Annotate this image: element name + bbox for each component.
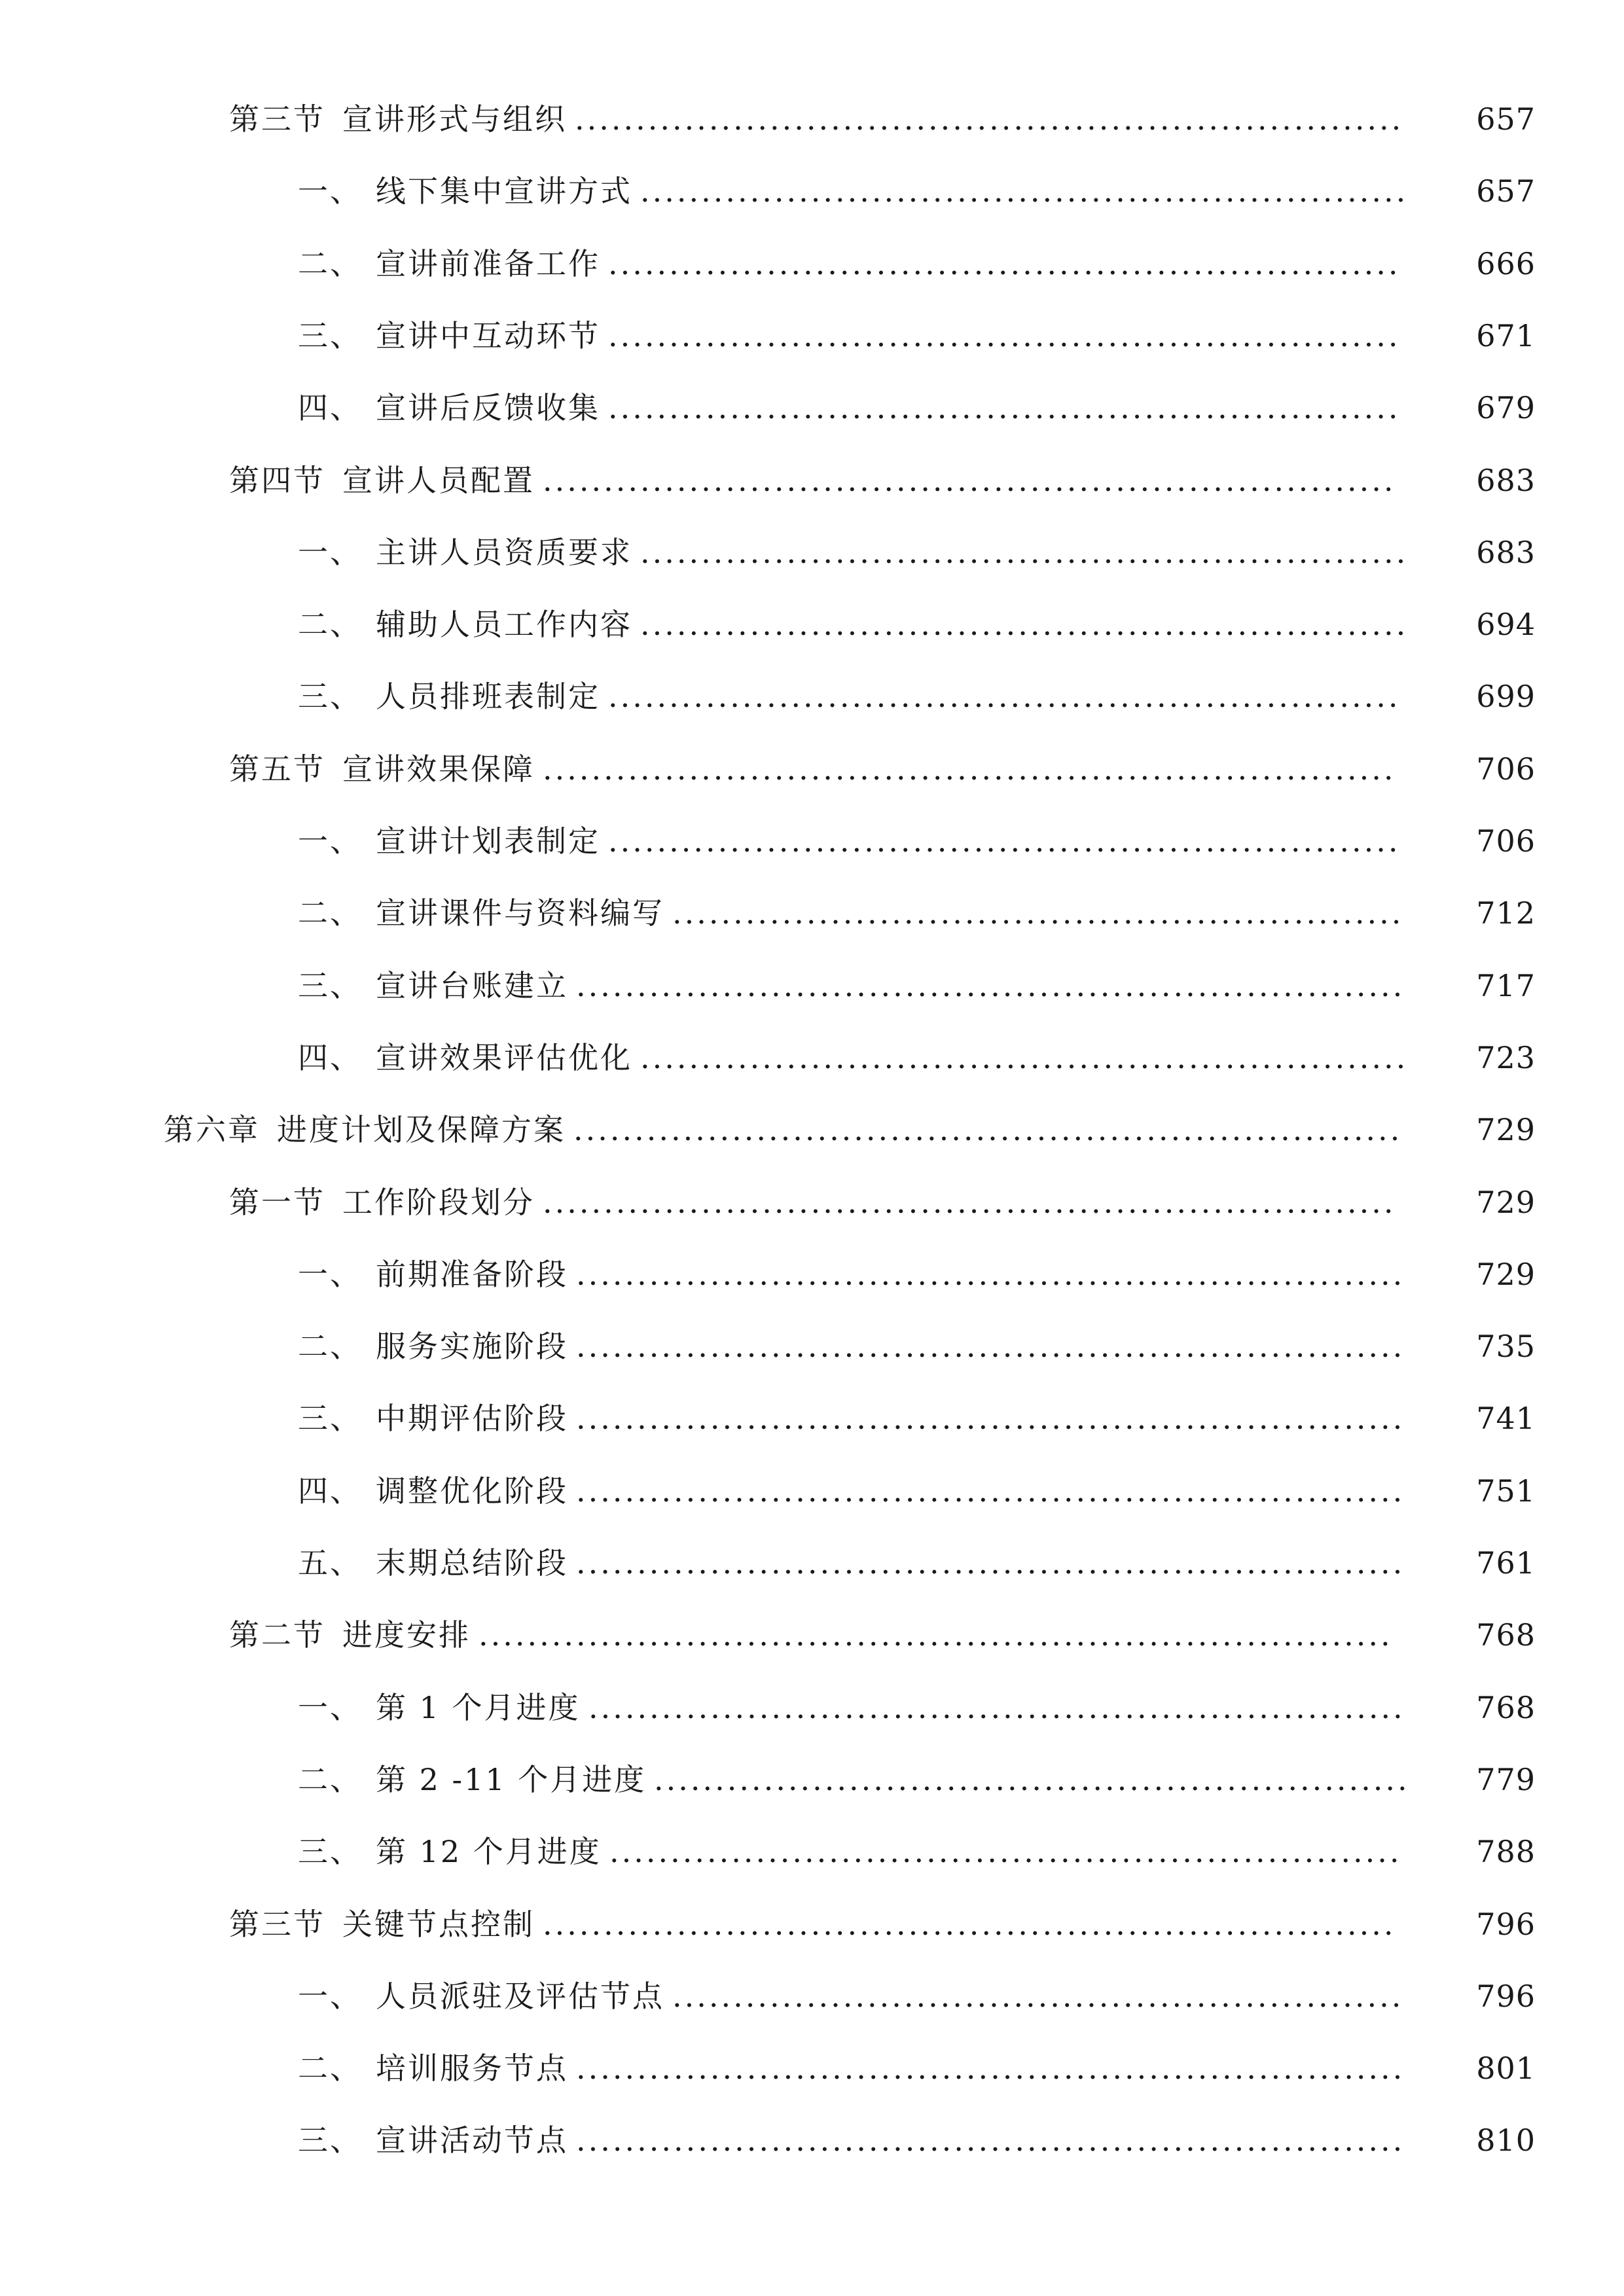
toc-entry[interactable] [0,815,1624,867]
toc-entry[interactable] [0,1248,1624,1300]
toc-page-number: 796 [1476,1978,1536,2014]
toc-dot-leader: ...................................................................... [543,1184,1396,1220]
toc-entry-number: 第四节 [229,462,325,498]
toc-entry[interactable] [0,1176,1624,1229]
toc-entry-title: 主讲人员资质要求 [376,534,632,570]
toc-entry-title: 工作阶段划分 [342,1184,535,1220]
toc-dot-leader: ................................................................. [609,1834,1402,1870]
toc-entry-number: 三、 [298,967,362,1003]
toc-page-number: 706 [1476,751,1536,787]
toc-entry-number: 三、 [298,679,362,715]
toc-dot-leader: ...................................................................... [543,751,1396,787]
toc-entry-number: 三、 [298,317,362,353]
toc-dot-leader: .................................................................... [576,2051,1405,2087]
toc-dot-leader: .................................................................... [576,2123,1405,2159]
toc-page-number: 768 [1476,1689,1536,1725]
toc-page-number: 796 [1476,1906,1536,1942]
toc-entry-title: 宣讲效果评估优化 [376,1039,632,1075]
toc-entry-title: 第 2 -11 个月进度 [376,1761,647,1797]
toc-entry-number: 第三节 [229,1906,325,1942]
toc-dot-leader: ................................................................. [608,245,1401,281]
toc-dot-leader: ...................................................................... [543,1906,1396,1942]
toc-entry-number: 一、 [298,1978,362,2014]
toc-page-number: 788 [1476,1834,1536,1870]
toc-entry-title: 宣讲活动节点 [376,2123,568,2159]
toc-dot-leader: ................................................................. [608,679,1401,715]
toc-entry-title: 辅助人员工作内容 [376,607,632,643]
toc-page-number: 706 [1476,823,1536,859]
toc-page-number: 729 [1476,1112,1536,1148]
toc-entry-number: 第一节 [229,1184,325,1220]
toc-entry-title: 第 1 个月进度 [376,1689,581,1725]
toc-entry-title: 人员派驻及评估节点 [376,1978,664,2014]
toc-page-number: 723 [1476,1039,1536,1075]
toc-entry[interactable] [0,1465,1624,1517]
toc-entry[interactable] [0,1537,1624,1589]
toc-entry-title: 人员排班表制定 [376,679,600,715]
toc-page-number: 729 [1476,1256,1536,1292]
toc-page-number: 657 [1476,101,1536,137]
toc-page-number: 657 [1476,173,1536,209]
toc-entry-title: 宣讲人员配置 [342,462,535,498]
toc-dot-leader: ............................................................ [672,1978,1404,2014]
toc-entry[interactable] [0,1825,1624,1878]
toc-dot-leader: .................................................................... [576,1473,1405,1509]
toc-dot-leader: ................................................................. [608,390,1401,426]
toc-entry-number: 二、 [298,895,362,931]
toc-dot-leader: .................................................................... [576,1401,1405,1437]
toc-dot-leader: ............................................................... [640,173,1409,209]
toc-entry-title: 关键节点控制 [342,1906,535,1942]
toc-entry-title: 线下集中宣讲方式 [376,173,632,209]
toc-dot-leader: .................................................................... [576,1256,1405,1292]
toc-entry-number: 第二节 [229,1617,325,1653]
toc-entry-number: 一、 [298,1256,362,1292]
toc-page-number: 761 [1476,1545,1536,1581]
toc-entry-number: 三、 [298,1401,362,1437]
toc-dot-leader: .................................................................... [575,101,1404,137]
toc-entry-title: 宣讲后反馈收集 [376,390,600,426]
toc-entry[interactable] [0,238,1624,290]
toc-entry-number: 四、 [298,1473,362,1509]
toc-entry-title: 宣讲中互动环节 [376,317,600,353]
toc-entry-number: 第三节 [229,101,325,137]
toc-page-number: 801 [1476,2051,1536,2087]
toc-entry-title: 进度计划及保障方案 [277,1112,566,1148]
toc-entry-number: 三、 [298,2123,362,2159]
toc-entry-number: 二、 [298,1761,362,1797]
toc-page-number: 735 [1476,1329,1536,1365]
toc-entry-title: 前期准备阶段 [376,1256,568,1292]
toc-page-number: 679 [1476,390,1536,426]
toc-entry-number: 二、 [298,607,362,643]
toc-entry[interactable] [0,1031,1624,1084]
toc-entry[interactable] [0,1681,1624,1734]
toc-entry-title: 中期评估阶段 [376,1401,568,1437]
toc-entry-number: 二、 [298,245,362,281]
toc-page-number: 779 [1476,1761,1536,1797]
toc-entry-number: 一、 [298,173,362,209]
toc-entry[interactable] [0,1320,1624,1372]
toc-dot-leader: .................................................................... [576,1545,1405,1581]
toc-dot-leader: ...................................................................... [543,462,1396,498]
toc-entry-number: 第五节 [229,751,325,787]
toc-dot-leader: ............................................................... [640,1039,1409,1075]
toc-page-number: 671 [1476,317,1536,353]
toc-page-number: 699 [1476,679,1536,715]
toc-entry[interactable] [0,670,1624,723]
toc-entry[interactable] [0,165,1624,217]
toc-entry-title: 宣讲前准备工作 [376,245,600,281]
toc-page-number: 729 [1476,1184,1536,1220]
toc-entry[interactable] [0,1392,1624,1444]
toc-dot-leader: .................................................................... [576,967,1405,1003]
toc-entry-title: 宣讲效果保障 [342,751,535,787]
toc-entry[interactable] [0,310,1624,362]
toc-entry[interactable] [0,887,1624,939]
toc-entry-number: 五、 [298,1545,362,1581]
toc-entry-number: 一、 [298,823,362,859]
toc-entry-number: 三、 [298,1834,362,1870]
toc-entry-number: 四、 [298,1039,362,1075]
toc-dot-leader: ........................................................................... [478,1617,1393,1653]
toc-entry[interactable] [0,960,1624,1012]
toc-entry-number: 二、 [298,1329,362,1365]
toc-dot-leader: ............................................................... [640,607,1409,643]
toc-entry-title: 调整优化阶段 [376,1473,568,1509]
toc-entry[interactable] [0,382,1624,434]
toc-entry[interactable] [0,93,1624,145]
toc-entry-title: 培训服务节点 [376,2051,568,2087]
toc-entry-title: 进度安排 [342,1617,471,1653]
toc-page-number: 768 [1476,1617,1536,1653]
toc-entry-title: 末期总结阶段 [376,1545,568,1581]
toc-dot-leader: ................................................................... [588,1689,1405,1725]
toc-entry-title: 宣讲台账建立 [376,967,568,1003]
toc-entry-title: 宣讲计划表制定 [376,823,600,859]
toc-page-number: 751 [1476,1473,1536,1509]
toc-entry[interactable] [0,2114,1624,2166]
toc-entry-number: 第六章 [164,1112,260,1148]
toc-entry-number: 二、 [298,2051,362,2087]
toc-page-number: 741 [1476,1401,1536,1437]
toc-entry[interactable] [0,1898,1624,1950]
toc-entry[interactable] [0,598,1624,651]
toc-dot-leader: .................................................................... [576,1329,1405,1365]
toc-entry[interactable] [0,2042,1624,2094]
toc-page-number: 666 [1476,245,1536,281]
toc-entry-title: 宣讲课件与资料编写 [376,895,664,931]
toc-entry-number: 一、 [298,1689,362,1725]
toc-dot-leader: ............................................................ [672,895,1404,931]
toc-entry-title: 宣讲形式与组织 [342,101,567,137]
toc-dot-leader: ................................................................. [608,317,1401,353]
toc-page-number: 683 [1476,462,1536,498]
toc-entry[interactable] [0,743,1624,795]
toc-page-number: 717 [1476,967,1536,1003]
toc-entry[interactable] [0,454,1624,507]
toc-entry[interactable] [0,1970,1624,2022]
toc-entry[interactable] [0,1609,1624,1661]
toc-entry-title: 第 12 个月进度 [376,1834,602,1870]
toc-entry[interactable] [0,1753,1624,1806]
toc-dot-leader: ................................................................. [608,823,1401,859]
toc-dot-leader: ............................................................... [640,534,1409,570]
toc-entry-number: 四、 [298,390,362,426]
toc-page-number: 683 [1476,534,1536,570]
toc-dot-leader: .............................................................. [654,1761,1410,1797]
toc-entry-title: 服务实施阶段 [376,1329,568,1365]
toc-entry-number: 一、 [298,534,362,570]
toc-entry[interactable] [0,1103,1624,1156]
toc-page-number: 712 [1476,895,1536,931]
toc-entry[interactable] [0,526,1624,579]
toc-dot-leader: .................................................................... [573,1112,1403,1148]
toc-page-number: 694 [1476,607,1536,643]
toc-page-number: 810 [1476,2123,1536,2159]
